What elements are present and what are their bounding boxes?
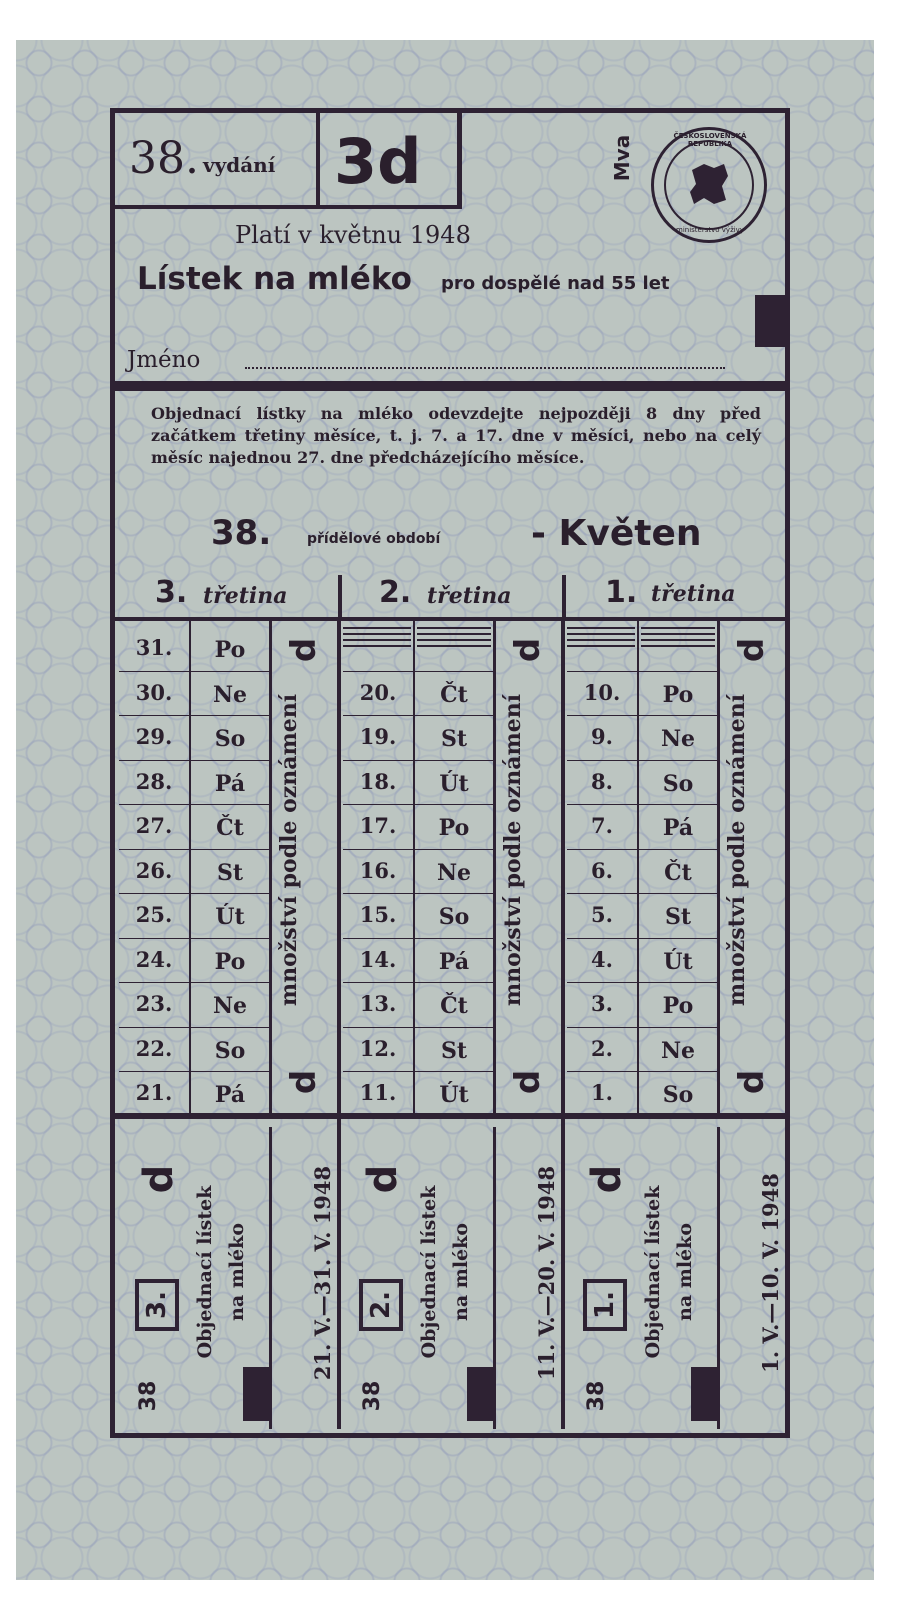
stub-number-box: 2. [359, 1279, 403, 1331]
day-weekday[interactable]: Po [438, 815, 470, 841]
grid-row-line [119, 893, 269, 894]
quantity-label: množství podle oznámení [500, 693, 526, 1007]
day-number[interactable]: 26. [135, 857, 173, 883]
day-number[interactable]: 7. [591, 813, 613, 838]
grid-block-divider [337, 621, 341, 1113]
grid-row-line [567, 982, 717, 983]
grid-row-line [119, 1071, 269, 1072]
day-number[interactable]: 4. [591, 946, 613, 972]
stub-title: Objednací lístek [194, 1185, 216, 1359]
stub-number-box: 3. [135, 1279, 179, 1331]
void-day-stripes [641, 627, 715, 651]
grid-top-border [115, 617, 785, 621]
day-weekday[interactable]: Čt [440, 681, 468, 708]
grid-row-line [119, 671, 269, 672]
period-number: 38. [211, 513, 272, 553]
day-weekday[interactable]: Út [439, 1082, 469, 1108]
day-weekday[interactable]: Po [214, 637, 246, 663]
period-month: - Květen [531, 513, 702, 554]
grid-block-divider [561, 621, 565, 1113]
day-number[interactable]: 2. [591, 1035, 613, 1061]
day-weekday[interactable]: St [664, 904, 692, 930]
quantity-label: množství podle oznámení [276, 693, 302, 1007]
day-weekday[interactable]: Ne [212, 681, 248, 708]
day-number[interactable]: 10. [583, 679, 621, 705]
grid-row-line [343, 760, 493, 761]
day-weekday[interactable]: Po [662, 681, 694, 708]
ministry-seal [651, 127, 767, 243]
day-number[interactable]: 23. [135, 991, 173, 1016]
day-number[interactable]: 31. [135, 635, 173, 660]
day-weekday[interactable]: Čt [664, 859, 692, 886]
day-number[interactable]: 29. [135, 724, 173, 749]
day-weekday[interactable]: Út [663, 948, 693, 975]
valid-period: Platí v květnu 1948 [235, 221, 471, 249]
third-divider [562, 575, 566, 617]
stub-d-mark: d [584, 1164, 630, 1194]
day-number[interactable]: 22. [135, 1035, 173, 1061]
day-number[interactable]: 24. [135, 946, 173, 972]
grid-bottom-border [115, 1113, 785, 1119]
third-2-label: třetina [427, 583, 512, 609]
stub-dates: 1. V.—10. V. 1948 [758, 1173, 783, 1373]
stub-subtitle: na mléko [674, 1223, 696, 1321]
day-number[interactable]: 5. [591, 902, 613, 927]
card-title: Lístek na mléko [137, 261, 412, 297]
d-mark: d [284, 1069, 324, 1095]
ticket-code: 3d [334, 125, 422, 198]
day-weekday[interactable]: Pá [214, 770, 246, 797]
stub-period: 38 [360, 1380, 385, 1412]
third-1-label: třetina [651, 581, 736, 607]
day-weekday[interactable]: St [440, 726, 468, 752]
day-number[interactable]: 21. [135, 1080, 173, 1105]
day-weekday[interactable]: Čt [440, 993, 468, 1019]
d-mark: d [732, 1069, 772, 1095]
day-number[interactable]: 15. [359, 902, 397, 927]
day-weekday[interactable]: Ne [660, 726, 696, 752]
day-number[interactable]: 13. [359, 991, 397, 1016]
day-number[interactable]: 30. [135, 679, 173, 705]
grid-row-line [343, 715, 493, 716]
third-3-number: 3. [155, 575, 188, 610]
d-mark: d [508, 637, 548, 663]
void-day-stripes [343, 627, 411, 651]
grid-row-line [343, 982, 493, 983]
day-number[interactable]: 27. [135, 813, 173, 838]
stub-period: 38 [136, 1380, 161, 1412]
grid-column-line [269, 621, 272, 1113]
edition-box [115, 113, 320, 209]
grid-row-line [119, 760, 269, 761]
stub-d-mark: d [136, 1164, 182, 1194]
stub-divider [561, 1119, 565, 1429]
stub-period: 38 [584, 1380, 609, 1412]
stub-subtitle: na mléko [226, 1223, 248, 1321]
name-field[interactable] [245, 367, 725, 369]
grid-row-line [567, 849, 717, 850]
grid-row-line [567, 804, 717, 805]
day-weekday[interactable]: So [662, 770, 694, 797]
grid-row-line [119, 1027, 269, 1028]
grid-row-line [567, 1071, 717, 1072]
third-3-label: třetina [203, 583, 288, 609]
edition-label: vydání [203, 153, 276, 177]
period-label: přídělové období [307, 531, 441, 547]
stub-title: Objednací lístek [418, 1185, 440, 1359]
day-number[interactable]: 25. [135, 902, 173, 927]
day-weekday[interactable]: So [214, 1037, 246, 1064]
grid-row-line [119, 849, 269, 850]
day-weekday[interactable]: Čt [216, 815, 244, 841]
day-number[interactable]: 1. [591, 1080, 613, 1105]
grid-row-line [567, 760, 717, 761]
day-number[interactable]: 6. [591, 857, 613, 883]
d-mark: d [284, 637, 324, 663]
day-number[interactable]: 3. [591, 991, 613, 1016]
grid-row-line [567, 938, 717, 939]
grid-row-line [343, 1071, 493, 1072]
day-number[interactable]: 20. [359, 679, 397, 705]
milk-ration-ticket [110, 108, 790, 1438]
grid-row-line [567, 1027, 717, 1028]
card-subtitle: pro dospělé nad 55 let [441, 273, 670, 294]
grid-row-line [343, 1027, 493, 1028]
grid-row-line [343, 804, 493, 805]
d-mark: d [508, 1069, 548, 1095]
day-number[interactable]: 12. [359, 1035, 397, 1061]
name-label: Jméno [127, 347, 201, 373]
third-divider [338, 575, 342, 617]
grid-row-line [119, 938, 269, 939]
stub-d-mark: d [360, 1164, 406, 1194]
day-number[interactable]: 17. [359, 813, 397, 838]
stub-dark-mark [467, 1367, 495, 1421]
quantity-label: množství podle oznámení [724, 693, 750, 1007]
separator [115, 381, 785, 391]
day-number[interactable]: 16. [359, 857, 397, 883]
stub-dates: 21. V.—31. V. 1948 [310, 1165, 335, 1381]
stub-divider [337, 1119, 341, 1429]
void-day-stripes [417, 627, 491, 651]
day-weekday[interactable]: Ne [660, 1037, 696, 1064]
day-weekday[interactable]: St [440, 1037, 468, 1064]
seal-top-text: ČESKOSLOVENSKÁ REPUBLIKA [673, 132, 747, 148]
corner-mark [755, 295, 787, 347]
day-number[interactable]: 18. [359, 768, 397, 794]
day-weekday[interactable]: St [216, 859, 244, 886]
stub-dates: 11. V.—20. V. 1948 [534, 1165, 559, 1381]
day-number[interactable]: 11. [359, 1080, 397, 1105]
stub-dark-mark [243, 1367, 271, 1421]
day-weekday[interactable]: Ne [212, 993, 248, 1019]
grid-row-line [343, 849, 493, 850]
day-weekday[interactable]: Pá [214, 1082, 246, 1108]
day-weekday[interactable]: Pá [662, 815, 694, 841]
day-weekday[interactable]: Út [439, 770, 469, 797]
grid-row-line [119, 715, 269, 716]
grid-row-line [343, 938, 493, 939]
day-weekday[interactable]: Po [662, 993, 694, 1019]
third-2-number: 2. [379, 575, 412, 610]
void-day-stripes [567, 627, 635, 651]
grid-column-line [717, 621, 720, 1113]
day-number[interactable]: 14. [359, 946, 397, 972]
day-weekday[interactable]: Ne [436, 859, 472, 886]
day-weekday[interactable]: So [662, 1082, 694, 1108]
stub-subtitle: na mléko [450, 1223, 472, 1321]
day-weekday[interactable]: So [438, 904, 470, 930]
day-number[interactable]: 9. [591, 724, 613, 749]
grid-row-line [567, 671, 717, 672]
instructions-text: Objednací lístky na mléko odevzdejte nejpozději 8 dny před začátkem třetiny měsíce, t. j. 7. a 17. dne v měsíci, nebo na celý měsíc najednou 27. dne předcházejícího měsíce. [151, 404, 761, 467]
grid-row-line [567, 715, 717, 716]
day-weekday[interactable]: Pá [438, 948, 470, 975]
code-box [320, 113, 462, 209]
day-number[interactable]: 28. [135, 768, 173, 794]
grid-row-line [119, 982, 269, 983]
grid-row-line [343, 671, 493, 672]
day-number[interactable]: 8. [591, 768, 613, 794]
grid-row-line [119, 804, 269, 805]
day-number[interactable]: 19. [359, 724, 397, 749]
issuer-mark: Mva [610, 134, 634, 182]
day-weekday[interactable]: Po [214, 948, 246, 975]
day-weekday[interactable]: So [214, 726, 246, 752]
stub-number-box: 1. [583, 1279, 627, 1331]
seal-bottom-text: ministerstvo výživy [676, 226, 744, 234]
grid-row-line [343, 893, 493, 894]
grid-row-line [567, 893, 717, 894]
stub-dark-mark [691, 1367, 719, 1421]
edition-number: 38. [129, 133, 199, 184]
day-weekday[interactable]: Út [215, 904, 245, 930]
grid-column-line [493, 621, 496, 1113]
stub-title: Objednací lístek [642, 1185, 664, 1359]
third-1-number: 1. [605, 575, 638, 610]
d-mark: d [732, 637, 772, 663]
